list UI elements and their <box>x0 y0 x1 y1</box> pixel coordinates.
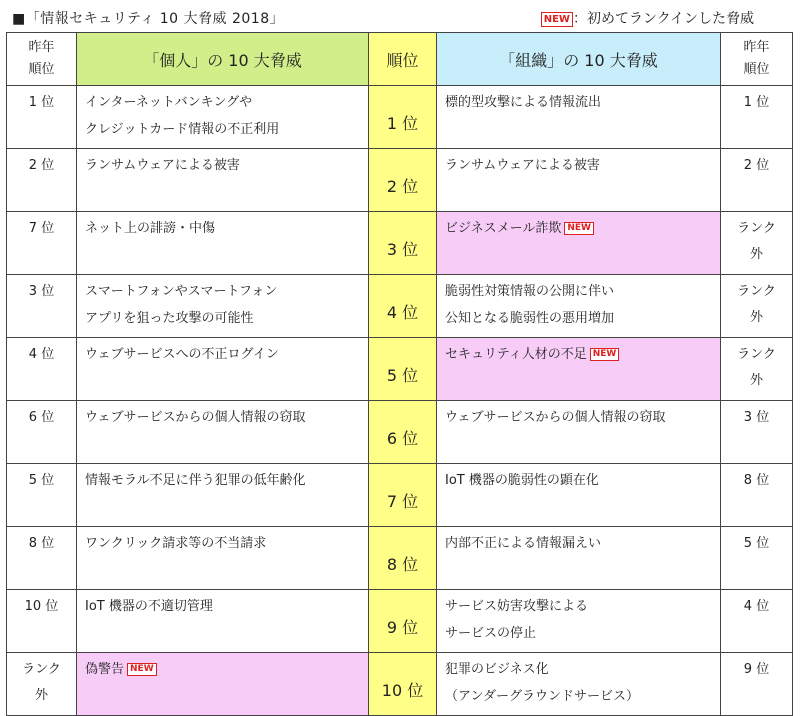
rank-cell: 7 位 <box>369 464 437 527</box>
personal-prev-rank-cell <box>7 464 77 527</box>
cell-text: 5 位 <box>28 473 55 488</box>
legend-text: ：初めてランクインした脅威 <box>572 11 754 27</box>
cell-text-line <box>445 404 720 431</box>
org-prev-rank-cell <box>721 86 793 149</box>
page-header <box>6 6 794 28</box>
cell-text: （アンダーグラウンドサービス） <box>445 689 639 704</box>
table-row <box>7 149 793 212</box>
table-row <box>7 527 793 590</box>
cell-text: 4 位 <box>743 599 770 614</box>
table-row <box>7 590 793 653</box>
cell-text-line <box>85 305 368 332</box>
header-label: 順位 <box>28 62 55 77</box>
personal-prev-rank-cell <box>7 653 77 716</box>
cell-text-line <box>721 242 792 268</box>
cell-text: 外 <box>749 310 763 325</box>
cell-text: ランク <box>737 347 776 362</box>
cell-text: ランサムウェアによる被害 <box>85 158 240 173</box>
cell-text-line <box>721 305 792 331</box>
cell-text: 2 位 <box>743 158 770 173</box>
rank-cell: 9 位 <box>369 590 437 653</box>
personal-threat-cell <box>77 527 369 590</box>
org-prev-rank-header <box>721 33 793 86</box>
rank-cell: 2 位 <box>369 149 437 212</box>
org-threat-cell <box>437 338 721 401</box>
personal-threats-header: 「個人」の 10 大脅威 <box>77 33 369 86</box>
new-badge: NEW <box>541 12 573 27</box>
cell-text-line <box>721 594 792 620</box>
cell-text: ランサムウェアによる被害 <box>445 158 600 173</box>
cell-text: ランク <box>737 284 776 299</box>
org-threat-cell <box>437 464 721 527</box>
cell-text: IoT 機器の不適切管理 <box>85 599 213 614</box>
cell-text-line <box>7 657 76 683</box>
cell-text: 2 位 <box>28 158 55 173</box>
cell-text-line <box>445 593 720 620</box>
org-threat-cell <box>437 149 721 212</box>
table-row <box>7 275 793 338</box>
org-threat-cell <box>437 275 721 338</box>
cell-text-line <box>445 530 720 557</box>
header-label: 昨年 <box>28 40 55 55</box>
personal-prev-rank-cell <box>7 149 77 212</box>
rank-cell: 4 位 <box>369 275 437 338</box>
personal-prev-rank-cell <box>7 212 77 275</box>
cell-text: ウェブサービスへの不正ログイン <box>85 347 279 362</box>
cell-text-line <box>85 593 368 620</box>
cell-text-line <box>445 305 720 332</box>
cell-text-line <box>721 342 792 368</box>
cell-text-line <box>85 215 368 242</box>
org-prev-rank-cell <box>721 590 793 653</box>
org-prev-rank-cell <box>721 338 793 401</box>
cell-text: インターネットバンキングや <box>85 95 253 110</box>
personal-threat-cell <box>77 275 369 338</box>
table-header-row <box>7 33 793 86</box>
org-threat-cell <box>437 590 721 653</box>
cell-text: 犯罪のビジネス化 <box>445 662 549 677</box>
personal-threat-cell <box>77 590 369 653</box>
cell-text-line <box>85 89 368 116</box>
cell-text-line <box>7 90 76 116</box>
personal-threat-cell <box>77 401 369 464</box>
personal-threat-cell <box>77 86 369 149</box>
cell-text-line <box>7 342 76 368</box>
personal-threat-cell <box>77 464 369 527</box>
rank-cell: 6 位 <box>369 401 437 464</box>
personal-threat-cell <box>77 338 369 401</box>
cell-text-line <box>721 468 792 494</box>
cell-text: ウェブサービスからの個人情報の窃取 <box>445 410 666 425</box>
cell-text-line <box>7 594 76 620</box>
cell-text-line <box>85 341 368 368</box>
org-threat-cell <box>437 527 721 590</box>
cell-text-line <box>85 467 368 494</box>
cell-text: セキュリティ人材の不足 <box>445 347 587 362</box>
cell-text-line <box>7 279 76 305</box>
cell-text: 3 位 <box>28 284 55 299</box>
cell-text: IoT 機器の脆弱性の顕在化 <box>445 473 599 488</box>
cell-text: ワンクリック請求等の不当請求 <box>85 536 267 551</box>
org-prev-rank-cell <box>721 275 793 338</box>
threat-ranking-table <box>6 32 793 716</box>
cell-text: 標的型攻撃による情報流出 <box>445 95 602 110</box>
cell-text-line <box>721 368 792 394</box>
table-body <box>7 86 793 716</box>
cell-text-line <box>445 656 720 683</box>
cell-text: ビジネスメール詐欺 <box>445 221 562 236</box>
cell-text-line <box>85 530 368 557</box>
personal-prev-rank-cell <box>7 401 77 464</box>
personal-prev-rank-header <box>7 33 77 86</box>
rank-cell: 5 位 <box>369 338 437 401</box>
cell-text-line <box>85 152 368 179</box>
cell-text-line <box>7 405 76 431</box>
personal-prev-rank-cell <box>7 86 77 149</box>
org-threats-header: 「組織」の 10 大脅威 <box>437 33 721 86</box>
table-row <box>7 464 793 527</box>
cell-text: 外 <box>34 688 48 703</box>
cell-text: 8 位 <box>743 473 770 488</box>
page-title: ■「情報セキュリティ 10 大脅威 2018」 <box>12 11 285 27</box>
cell-text-line <box>85 404 368 431</box>
personal-prev-rank-cell <box>7 275 77 338</box>
cell-text: 内部不正による情報漏えい <box>445 536 602 551</box>
cell-text: ウェブサービスからの個人情報の窃取 <box>85 410 306 425</box>
cell-text-line <box>445 341 720 368</box>
personal-prev-rank-cell <box>7 338 77 401</box>
personal-threat-cell <box>77 149 369 212</box>
cell-text-line <box>721 405 792 431</box>
org-prev-rank-cell <box>721 653 793 716</box>
org-prev-rank-cell <box>721 401 793 464</box>
cell-text: 1 位 <box>743 95 770 110</box>
cell-text: ネット上の誹謗・中傷 <box>85 221 216 236</box>
table-row <box>7 401 793 464</box>
rank-cell: 1 位 <box>369 86 437 149</box>
cell-text: 7 位 <box>28 221 55 236</box>
cell-text: 10 位 <box>24 599 59 614</box>
header-label: 昨年 <box>743 40 770 55</box>
new-badge: NEW <box>590 348 620 361</box>
org-threat-cell <box>437 401 721 464</box>
rank-cell: 8 位 <box>369 527 437 590</box>
cell-text-line <box>721 657 792 683</box>
rank-header: 順位 <box>369 33 437 86</box>
cell-text-line <box>445 278 720 305</box>
cell-text: 脆弱性対策情報の公開に伴い <box>445 284 615 299</box>
personal-threat-cell <box>77 653 369 716</box>
cell-text: 9 位 <box>743 662 770 677</box>
org-threat-cell <box>437 212 721 275</box>
cell-text-line <box>445 152 720 179</box>
personal-prev-rank-cell <box>7 527 77 590</box>
cell-text-line <box>721 216 792 242</box>
org-threat-cell <box>437 86 721 149</box>
cell-text-line <box>445 620 720 647</box>
cell-text-line <box>721 90 792 116</box>
cell-text: 6 位 <box>28 410 55 425</box>
cell-text-line <box>445 215 720 242</box>
cell-text-line <box>721 279 792 305</box>
cell-text: ランク <box>22 662 61 677</box>
new-badge: NEW <box>127 663 157 676</box>
cell-text: クレジットカード情報の不正利用 <box>85 122 280 137</box>
rank-cell: 10 位 <box>369 653 437 716</box>
org-threat-cell <box>437 653 721 716</box>
cell-text-line <box>7 531 76 557</box>
cell-text-line <box>721 153 792 179</box>
cell-text-line <box>7 153 76 179</box>
cell-text-line <box>445 683 720 710</box>
cell-text: 公知となる脆弱性の悪用増加 <box>445 311 615 326</box>
cell-text: 1 位 <box>28 95 55 110</box>
cell-text: 5 位 <box>743 536 770 551</box>
table-row <box>7 212 793 275</box>
cell-text: 情報モラル不足に伴う犯罪の低年齢化 <box>85 473 306 488</box>
cell-text: 外 <box>749 247 763 262</box>
cell-text: サービスの停止 <box>445 626 537 641</box>
cell-text-line <box>7 468 76 494</box>
legend <box>538 8 754 28</box>
cell-text-line <box>445 467 720 494</box>
cell-text: アプリを狙った攻撃の可能性 <box>85 311 254 326</box>
table-row <box>7 653 793 716</box>
org-prev-rank-cell <box>721 149 793 212</box>
cell-text-line <box>721 531 792 557</box>
cell-text: 8 位 <box>28 536 55 551</box>
cell-text-line <box>7 683 76 709</box>
personal-threat-cell <box>77 212 369 275</box>
org-prev-rank-cell <box>721 464 793 527</box>
cell-text: 3 位 <box>743 410 770 425</box>
rank-cell: 3 位 <box>369 212 437 275</box>
org-prev-rank-cell <box>721 212 793 275</box>
personal-prev-rank-cell <box>7 590 77 653</box>
org-prev-rank-cell <box>721 527 793 590</box>
cell-text: ランク <box>737 221 776 236</box>
cell-text: 4 位 <box>28 347 55 362</box>
cell-text: 偽警告 <box>85 662 125 677</box>
cell-text: スマートフォンやスマートフォン <box>85 284 278 299</box>
cell-text-line <box>85 116 368 143</box>
cell-text-line <box>7 216 76 242</box>
header-label: 順位 <box>743 62 770 77</box>
cell-text-line <box>85 278 368 305</box>
cell-text: サービス妨害攻撃による <box>445 599 589 614</box>
table-row <box>7 338 793 401</box>
table-row <box>7 86 793 149</box>
cell-text: 外 <box>749 373 763 388</box>
cell-text-line <box>85 656 368 683</box>
new-badge: NEW <box>564 222 594 235</box>
cell-text-line <box>445 89 720 116</box>
